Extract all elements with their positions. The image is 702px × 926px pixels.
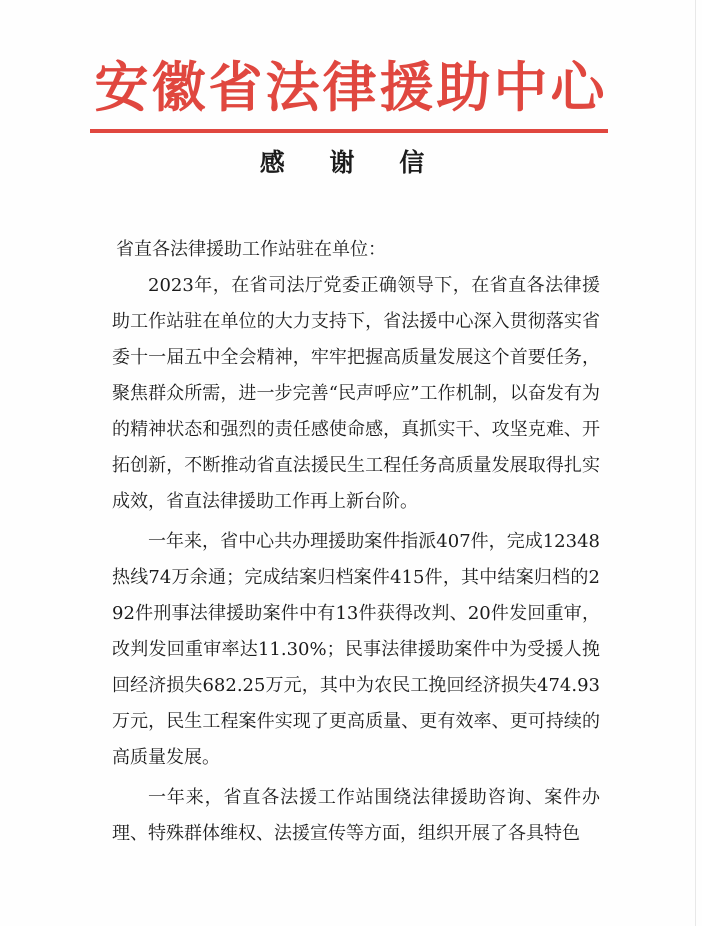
salutation: 省直各法律援助工作站驻在单位： — [116, 239, 386, 260]
page-edge-line — [695, 0, 696, 926]
paragraph-3: 一年来，省直各法援工作站围绕法律援助咨询、案件办理、特殊群体维权、法援宣传等方面，组织开展了各具特色 — [112, 787, 600, 844]
paragraph-1: 2023年，在省司法厅党委正确领导下，在省直各法律援助工作站驻在单位的大力支持下，省法援中心深入贯彻落实省委十一届五中全会精神，牢牢把握高质量发展这个首要任务，聚焦群众所需，进一步完善“民声呼应”工作机制，以奋发有为的精神状态和强烈的责任感使命感，真抓实干、攻坚克难、开拓创新，不断推动省直法援民生工程任务高质量发展取得扎实成效，省直法律援助工作再上新台阶。 — [112, 275, 600, 512]
letterhead-red-rule — [90, 129, 608, 133]
paragraph-2: 一年来，省中心共办理援助案件指派407件，完成12348热线74万余通；完成结案归档案件415件，其中结案归档的292件刑事法律援助案件中有13件获得改判、20件发回重审，改判发回重审率达11.30%；民事法律援助案件中为受援人挽回经济损失682.25万元，其中为农民工挽回经济损失474.93万元，民生工程案件实现了更高质量、更有效率、更可持续的高质量发展。 — [112, 531, 600, 768]
document-title: 感 谢 信 — [259, 148, 443, 177]
organization-name: 安徽省法律援助中心 — [94, 56, 608, 119]
letter-body — [112, 232, 600, 852]
letterhead — [92, 56, 610, 120]
